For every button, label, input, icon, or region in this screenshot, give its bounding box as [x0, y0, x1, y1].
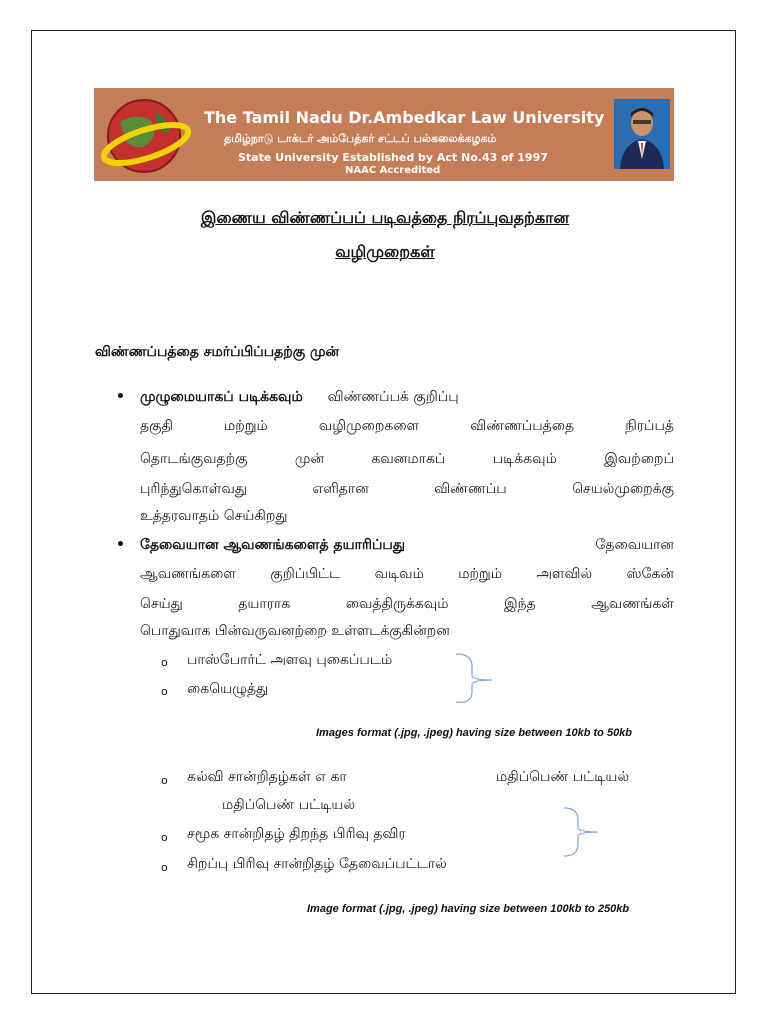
list-item: கையெழுத்து: [187, 681, 269, 697]
bullet1-line5: உத்தரவாதம் செய்கிறது: [140, 508, 288, 524]
university-banner: [94, 88, 674, 181]
image-format-note-2: Image format (.jpg, .jpeg) having size between 100kb to 250kb: [307, 903, 630, 915]
bullet1-line3: தொடங்குவதற்கு முன் கவனமாகப் படிக்கவும் இவற்றைப்: [140, 451, 674, 467]
ambedkar-portrait: [614, 99, 670, 169]
banner-title: The Tamil Nadu Dr.Ambedkar Law University: [204, 108, 605, 127]
bullet2-line3: செய்து தயாராக வைத்திருக்கவும் இந்த ஆவணங்கள்: [140, 596, 674, 612]
sub-bullet-icon: o: [161, 861, 168, 874]
banner-state-text: State University Established by Act No.43 of 1997: [238, 151, 548, 164]
page-heading-line1: இணைய விண்ணப்பப் படிவத்தை நிரப்புவதற்கான: [200, 208, 570, 227]
bullet-icon: •: [116, 389, 125, 405]
bullet2-first-line: [140, 537, 674, 555]
list-item-extra: மதிப்பெண் பட்டியல்: [496, 769, 630, 785]
list-item: சிறப்பு பிரிவு சான்றிதழ் தேவைப்பட்டால்: [187, 856, 447, 872]
list-item: பாஸ்போர்ட் அளவு புகைப்படம்: [187, 652, 393, 668]
section-subheading: விண்ணப்பத்தை சமர்ப்பிப்பதற்கு முன்: [95, 344, 340, 360]
list-item: சமூக சான்றிதழ் திறந்த பிரிவு தவிர: [187, 826, 406, 842]
sub-bullet-icon: o: [161, 831, 168, 844]
banner-tamil-title: தமிழ்நாடு டாக்டர் அம்பேத்கர் சட்டப் பல்கலைக்கழகம்: [224, 132, 497, 145]
brace-icon: [454, 650, 498, 706]
page-heading-line2: வழிமுறைகள்: [335, 242, 435, 261]
sub-bullet-icon: o: [161, 656, 168, 669]
brace-icon: [562, 806, 606, 860]
globe-logo-icon: [100, 92, 192, 178]
list-item-continuation: மதிப்பெண் பட்டியல்: [222, 797, 356, 813]
list-item: கல்வி சான்றிதழ்கள் எ கா: [187, 769, 347, 785]
bullet1-bold-text: முழுமையாகப் படிக்கவும்: [140, 389, 303, 405]
bullet1-line2: தகுதி மற்றும் வழிமுறைகளை விண்ணப்பத்தை நிரப்பத்: [140, 418, 674, 434]
bullet2-line2: ஆவணங்களை குறிப்பிட்ட வடிவம் மற்றும் அளவில் ஸ்கேன்: [140, 566, 674, 582]
image-format-note-1: Images format (.jpg, .jpeg) having size between 10kb to 50kb: [316, 727, 633, 739]
bullet1-first-rest: விண்ணப்பக் குறிப்பு: [327, 389, 459, 405]
bullet2-first-rest: தேவையான: [595, 537, 674, 553]
banner-naac-text: NAAC Accredited: [345, 165, 441, 176]
bullet2-line4: பொதுவாக பின்வருவனற்றை உள்ளடக்குகின்றன: [140, 623, 450, 639]
bullet1-first-line: [140, 389, 459, 407]
bullet-icon: •: [116, 537, 125, 553]
bullet2-bold-text: தேவையான ஆவணங்களைத் தயாரிப்பது: [140, 537, 405, 553]
sub-bullet-icon: o: [161, 685, 168, 698]
sub-bullet-icon: o: [161, 774, 168, 787]
portrait-icon: [614, 99, 670, 169]
bullet1-line4: புரிந்துகொள்வது எளிதான விண்ணப்ப செயல்முறைக்கு: [140, 481, 674, 497]
